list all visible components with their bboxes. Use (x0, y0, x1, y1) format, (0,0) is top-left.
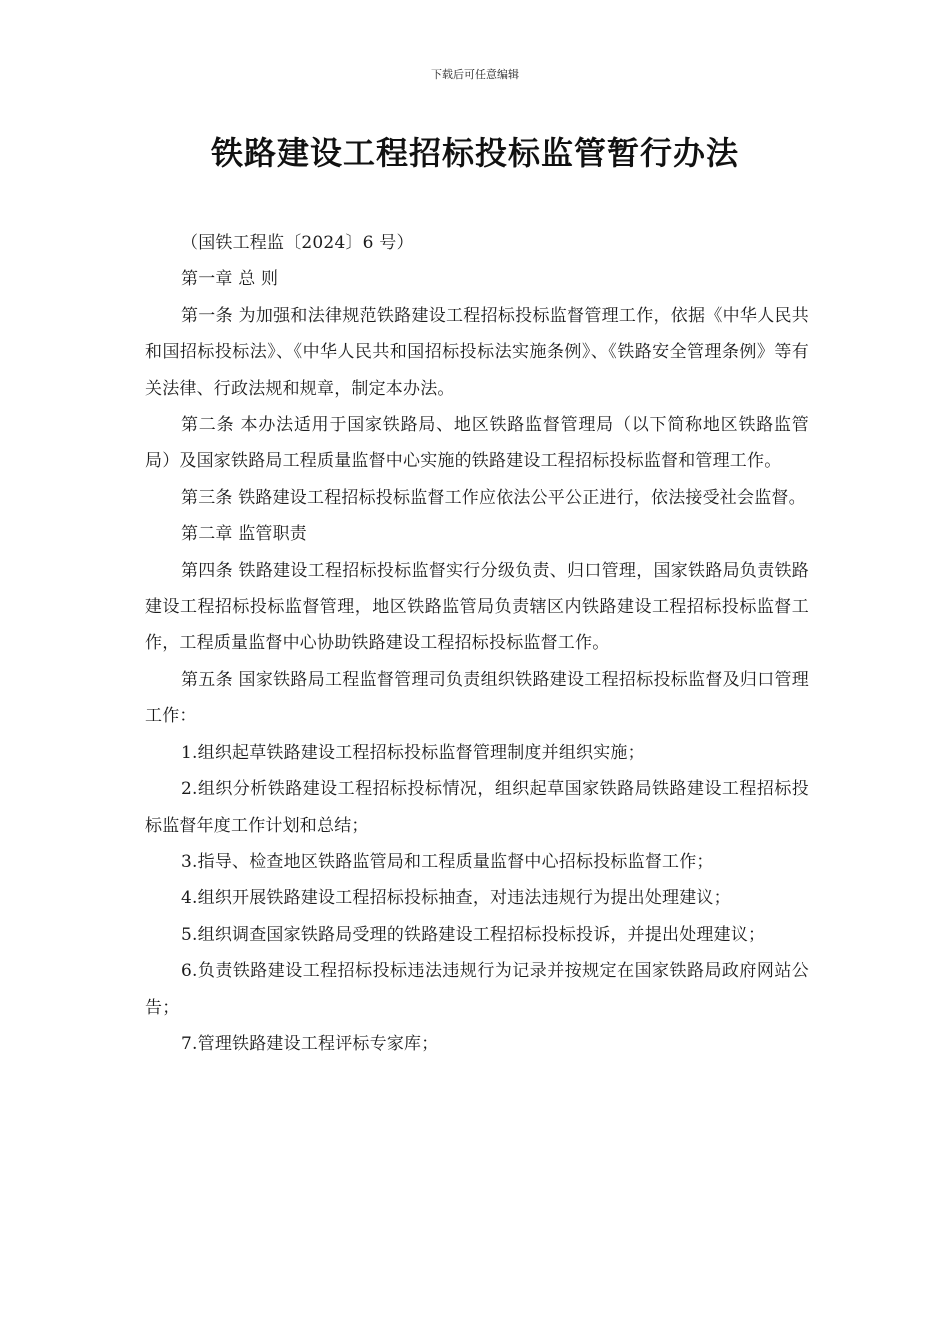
list-item: 1.组织起草铁路建设工程招标投标监督管理制度并组织实施； (181, 742, 645, 763)
article-paragraph: 第一条 为加强和法律规范铁路建设工程招标投标监督管理工作，依据《中华人民共和国招标投标法》、《中华人民共和国招标投标法实施条例》、《铁路安全管理条例》等有关法律、行政法规和规章，制定本办法。 (145, 305, 809, 399)
document-title: 铁路建设工程招标投标监管暂行办法 (210, 134, 739, 172)
list-item: 3.指导、检查地区铁路监管局和工程质量监督中心招标投标监督工作； (181, 851, 714, 872)
article-paragraph: 第四条 铁路建设工程招标投标监督实行分级负责、归口管理，国家铁路局负责铁路建设工程招标投标监督管理，地区铁路监管局负责辖区内铁路建设工程招标投标监督工作，工程质量监督中心协助铁路建设工程招标投标监督工作。 (145, 560, 809, 654)
article-paragraph: 第二条 本办法适用于国家铁路局、地区铁路监督管理局（以下简称地区铁路监管局）及国家铁路局工程质量监督中心实施的铁路建设工程招标投标监督和管理工作。 (145, 415, 809, 472)
article-paragraph: 第三条 铁路建设工程招标投标监督工作应依法公平公正进行，依法接受社会监督。 (181, 487, 806, 508)
list-item: 5.组织调查国家铁路局受理的铁路建设工程招标投标投诉，并提出处理建议； (181, 924, 766, 945)
chapter-heading: 第一章 总 则 (181, 269, 279, 290)
document-number: （国铁工程监〔2024〕6 号） (181, 233, 414, 253)
article-paragraph: 第五条 国家铁路局工程监督管理司负责组织铁路建设工程招标投标监督及归口管理工作： (145, 669, 809, 727)
document-body (145, 225, 809, 1062)
chapter-heading: 第二章 监管职责 (181, 524, 308, 545)
list-item: 2.组织分析铁路建设工程招标投标情况，组织起草国家铁路局铁路建设工程招标投标监督年度工作计划和总结； (145, 779, 809, 836)
list-item: 4.组织开展铁路建设工程招标投标抽查，对违法违规行为提出处理建议； (181, 888, 731, 909)
list-item: 6.负责铁路建设工程招标投标违法违规行为记录并按规定在国家铁路局政府网站公告； (145, 961, 809, 1018)
list-item: 7.管理铁路建设工程评标专家库； (181, 1033, 439, 1054)
header-note: 下载后可任意编辑 (431, 68, 519, 81)
